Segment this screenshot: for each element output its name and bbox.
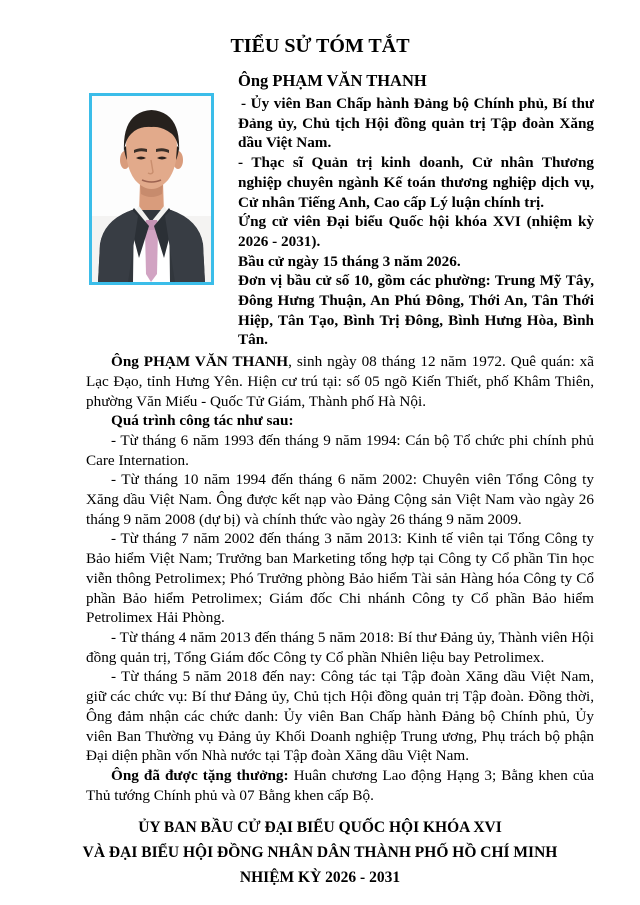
intro-paragraph-election-date: Bầu cử ngày 15 tháng 3 năm 2026.: [238, 252, 461, 270]
page-title: TIỂU SỬ TÓM TẮT: [230, 35, 410, 57]
body-paragraph-career-2013: [86, 628, 594, 667]
footer-line-committee: ỦY BAN BẦU CỬ ĐẠI BIỂU QUỐC HỘI KHÓA XVI: [138, 819, 502, 837]
paragraph-text: - Từ tháng 6 năm 1993 đến tháng 9 năm 1994: Cán bộ Tổ chức phi chính phủ Care Internation.: [86, 431, 594, 469]
intro-paragraph-constituency: Đơn vị bầu cử số 10, gồm các phường: Trung Mỹ Tây, Đông Hưng Thuận, An Phú Đông, Thới An, Tân Thới Hiệp, Tân Tạo, Bình Trị Đông, Bình Hưng Hòa, Bình Tân.: [238, 272, 594, 349]
candidate-photo: [89, 93, 214, 285]
bold-lead: Quá trình công tác như sau:: [111, 412, 294, 430]
candidate-summary-section: [86, 70, 594, 350]
paragraph-text: Huân chương Lao động Hạng 3; Bằng khen của Thủ tướng Chính phủ và 07 Bằng khen cấp Bộ.: [86, 766, 594, 804]
bold-lead: Ông đã được tặng thưởng:: [111, 766, 289, 784]
paragraph-text: - Từ tháng 4 năm 2013 đến tháng 5 năm 2018: Bí thư Đảng ủy, Thành viên Hội đồng quản trị, Tổng Giám đốc Công ty Cổ phần Nhiên liệu bay Petrolimex.: [86, 628, 594, 666]
intro-paragraph-positions: - Ủy viên Ban Chấp hành Đảng bộ Chính phủ, Bí thư Đảng ủy, Chủ tịch Hội đồng quản trị Tập đoàn Xăng dầu Việt Nam.: [238, 95, 594, 152]
footer-line-term: NHIỆM KỲ 2026 - 2031: [239, 869, 401, 887]
biography-body: [86, 352, 594, 805]
body-paragraph-career-1994: [86, 470, 594, 529]
body-paragraph-personal-info: [86, 352, 594, 411]
body-paragraph-career-1993: [86, 431, 594, 470]
paragraph-text: , sinh ngày 08 tháng 12 năm 1972. Quê quán: xã Lạc Đạo, tỉnh Hưng Yên. Hiện cư trú tại: số 05 ngõ Kiến Thiết, phố Khâm Thiên, phường Văn Miếu - Quốc Tử Giám, Thành phố Hà Nội.: [86, 353, 595, 410]
body-paragraph-awards: [86, 766, 594, 805]
intro-paragraph-education: - Thạc sĩ Quản trị kinh doanh, Cử nhân Thương nghiệp chuyên ngành Kế toán thương nghiệp dịch vụ, Cử nhân Tiếng Anh, Cao cấp Lý luận chính trị.: [238, 154, 594, 211]
footer-line-council: VÀ ĐẠI BIỂU HỘI ĐỒNG NHÂN DÂN THÀNH PHỐ HỒ CHÍ MINH: [82, 844, 558, 862]
paragraph-text: - Từ tháng 10 năm 1994 đến tháng 6 năm 2002: Chuyên viên Tổng Công ty Xăng dầu Việt Nam. Ông được kết nạp vào Đảng Cộng sản Việt Nam vào ngày 26 tháng 9 năm 2008 (dự bị) và chính thức vào ngày 26 tháng 9 năm 2009.: [86, 471, 594, 528]
body-paragraph-career-2018: [86, 667, 594, 766]
candidate-name-heading: Ông PHẠM VĂN THANH: [238, 71, 427, 90]
issuing-authority-footer: [0, 815, 640, 890]
body-paragraph-career-2002: [86, 529, 594, 628]
bold-lead: Ông PHẠM VĂN THANH: [111, 353, 289, 371]
intro-paragraph-candidacy: Ứng cử viên Đại biểu Quốc hội khóa XVI (nhiệm kỳ 2026 - 2031).: [238, 213, 594, 250]
portrait-image: [92, 96, 211, 282]
paragraph-text: - Từ tháng 7 năm 2002 đến tháng 3 năm 2013: Kinh tế viên tại Tổng Công ty Bảo hiểm Việt Nam; Trưởng ban Marketing tổng hợp tại Công ty Cổ phần Tin học viễn thông Petrolimex; Phó Trưởng phòng Bảo hiểm Tài sản Hàng hóa Công ty Cổ phần Bảo hiểm Petrolimex; Giám đốc Chi nhánh Công ty Cổ phần Bảo hiểm Petrolimex Hải Phòng.: [86, 530, 594, 627]
intro-column: [238, 70, 594, 350]
paragraph-text: - Từ tháng 5 năm 2018 đến nay: Công tác tại Tập đoàn Xăng dầu Việt Nam, giữ các chức vụ: Bí thư Đảng ủy, Chủ tịch Hội đồng quản trị Tập đoàn. Đồng thời, Ông đảm nhận các chức danh: Ủy viên Ban Chấp hành Đảng bộ Chính phủ, Ủy viên Ban Thường vụ Đảng ủy Khối Doanh nghiệp Trung ương, Phụ trách bộ phận Đại diện phần vốn Nhà nước tại Tập đoàn Xăng dầu Việt Nam.: [86, 668, 594, 765]
body-paragraph-career-heading: [86, 411, 594, 431]
